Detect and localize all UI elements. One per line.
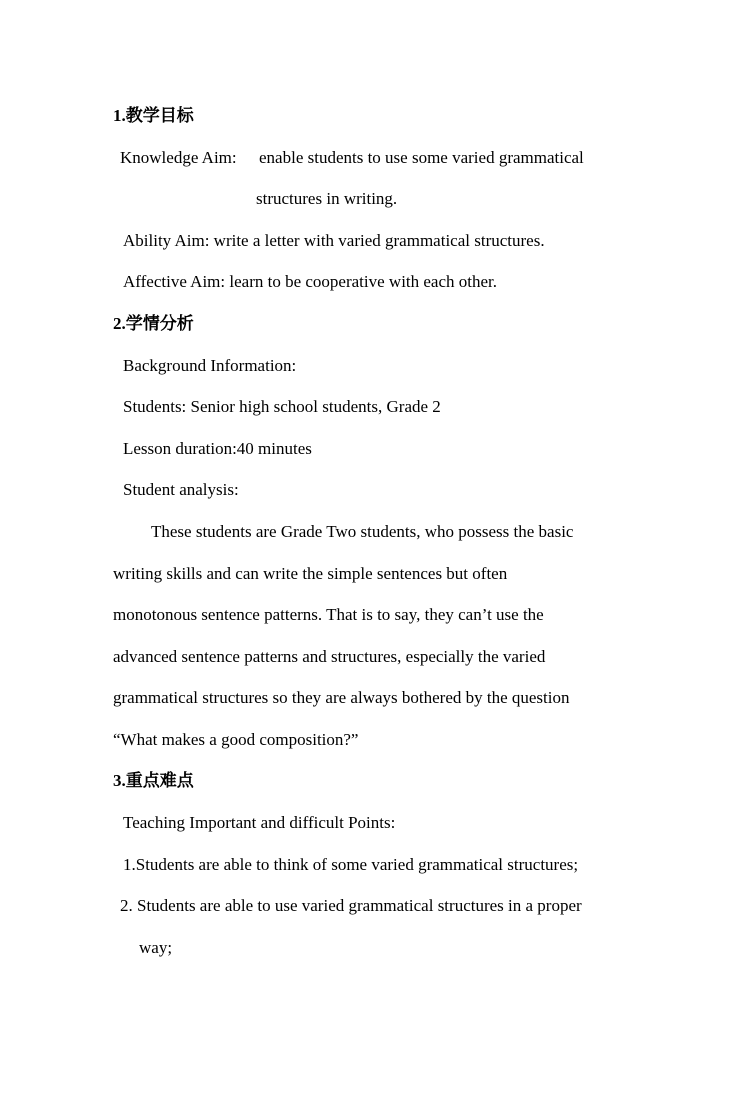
- section-1-heading: 1.教学目标: [113, 106, 194, 125]
- teaching-point-2-continuation: way;: [139, 938, 173, 957]
- student-analysis-label: Student analysis:: [123, 480, 239, 499]
- analysis-paragraph-line: grammatical structures so they are always bothered by the question: [113, 688, 570, 707]
- students-line: Students: Senior high school students, Grade 2: [123, 397, 441, 416]
- analysis-paragraph-line: writing skills and can write the simple sentences but often: [113, 564, 508, 583]
- knowledge-aim-continuation: structures in writing.: [256, 189, 398, 208]
- analysis-paragraph-line: These students are Grade Two students, who possess the basic: [151, 522, 574, 541]
- teaching-point-1: 1.Students are able to think of some varied grammatical structures;: [123, 855, 579, 874]
- analysis-paragraph-line: monotonous sentence patterns. That is to say, they can’t use the: [113, 605, 544, 624]
- knowledge-aim-text: enable students to use some varied grammatical: [259, 148, 584, 167]
- analysis-paragraph-line: “What makes a good composition?”: [113, 730, 359, 749]
- section-2-heading: 2.学情分析: [113, 314, 194, 333]
- ability-aim: Ability Aim: write a letter with varied grammatical structures.: [123, 231, 545, 250]
- background-information: Background Information:: [123, 356, 297, 375]
- analysis-paragraph-line: advanced sentence patterns and structures, especially the varied: [113, 647, 546, 666]
- affective-aim: Affective Aim: learn to be cooperative with each other.: [123, 272, 498, 291]
- section-3-heading: 3.重点难点: [113, 771, 194, 790]
- teaching-points-intro: Teaching Important and difficult Points:: [123, 813, 396, 832]
- lesson-duration: Lesson duration:40 minutes: [123, 439, 312, 458]
- teaching-point-2: 2. Students are able to use varied grammatical structures in a proper: [120, 896, 582, 915]
- knowledge-aim-label: Knowledge Aim:: [120, 148, 237, 167]
